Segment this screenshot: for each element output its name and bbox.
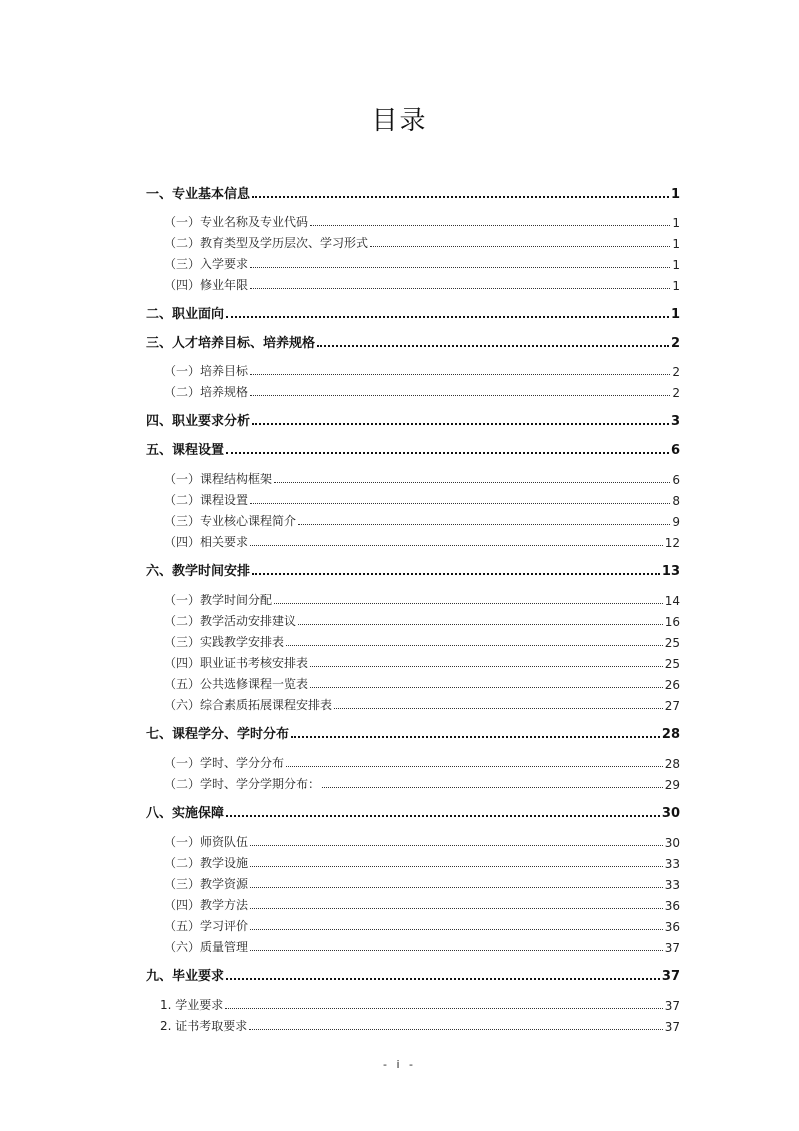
dot-leader bbox=[250, 288, 670, 289]
toc-subsection-entry[interactable] bbox=[0, 530, 799, 550]
toc-entry-page-number: 37 bbox=[664, 1020, 680, 1034]
toc-subsection-entry[interactable] bbox=[0, 210, 799, 230]
dot-leader bbox=[291, 736, 660, 738]
dot-leader bbox=[274, 482, 670, 483]
dot-leader bbox=[310, 666, 663, 667]
toc-subsection-entry[interactable] bbox=[0, 380, 799, 400]
toc-entry-label: （三）专业核心课程简介 bbox=[164, 514, 297, 528]
toc-entry-label: （二）学时、学分学期分布： bbox=[164, 777, 321, 791]
toc-entry-page-number: 12 bbox=[664, 536, 680, 550]
dot-leader bbox=[310, 687, 663, 688]
toc-entry-label: （四）职业证书考核安排表 bbox=[164, 656, 309, 670]
toc-entry-page-number: 36 bbox=[664, 920, 680, 934]
toc-entry-page-number: 37 bbox=[664, 941, 680, 955]
toc-entry-label: （一）专业名称及专业代码 bbox=[164, 215, 309, 229]
dot-leader bbox=[286, 766, 663, 767]
toc-subsection-entry[interactable] bbox=[0, 1014, 799, 1034]
toc-subsection-entry[interactable] bbox=[0, 231, 799, 251]
toc-section-entry[interactable] bbox=[0, 801, 799, 821]
dot-leader bbox=[250, 950, 663, 951]
toc-entry-label: （二）教育类型及学历层次、学习形式 bbox=[164, 236, 369, 250]
toc-entry-label: 一、专业基本信息 bbox=[146, 187, 251, 202]
toc-subsection-entry[interactable] bbox=[0, 993, 799, 1013]
dot-leader bbox=[322, 787, 663, 788]
toc-entry-page-number: 33 bbox=[664, 857, 680, 871]
toc-entry-page-number: 9 bbox=[672, 515, 680, 529]
toc-entry-page-number: 30 bbox=[661, 806, 680, 821]
toc-entry-page-number: 26 bbox=[664, 678, 680, 692]
toc-entry-page-number: 37 bbox=[661, 969, 680, 984]
toc-entry-page-number: 16 bbox=[664, 615, 680, 629]
toc-entry-page-number: 1 bbox=[672, 279, 680, 293]
dot-leader bbox=[370, 246, 670, 247]
toc-entry-label: （四）相关要求 bbox=[164, 535, 249, 549]
toc-subsection-entry[interactable] bbox=[0, 672, 799, 692]
toc-entry-label: 七、课程学分、学时分布 bbox=[146, 727, 290, 742]
toc-entry-page-number: 2 bbox=[670, 336, 680, 351]
toc-entry-page-number: 6 bbox=[670, 443, 680, 458]
toc-entry-label: 四、职业要求分析 bbox=[146, 414, 251, 429]
toc-entry-page-number: 27 bbox=[664, 699, 680, 713]
dot-leader bbox=[250, 374, 670, 375]
dot-leader bbox=[250, 866, 663, 867]
toc-entry-label: （三）教学资源 bbox=[164, 877, 249, 891]
toc-section-entry[interactable] bbox=[0, 964, 799, 984]
toc-entry-page-number: 29 bbox=[664, 778, 680, 792]
toc-entry-label: （二）教学设施 bbox=[164, 856, 249, 870]
toc-entry-page-number: 1 bbox=[672, 237, 680, 251]
toc-subsection-entry[interactable] bbox=[0, 488, 799, 508]
dot-leader bbox=[250, 887, 663, 888]
dot-leader bbox=[226, 978, 660, 980]
toc-subsection-entry[interactable] bbox=[0, 588, 799, 608]
toc-subsection-entry[interactable] bbox=[0, 273, 799, 293]
dot-leader bbox=[286, 645, 663, 646]
toc-subsection-entry[interactable] bbox=[0, 893, 799, 913]
toc-section-entry[interactable] bbox=[0, 722, 799, 742]
toc-entry-page-number: 2 bbox=[672, 365, 680, 379]
toc-entry-label: 三、人才培养目标、培养规格 bbox=[146, 336, 316, 351]
toc-entry-label: 二、职业面向 bbox=[146, 307, 225, 322]
toc-entry-page-number: 25 bbox=[664, 657, 680, 671]
dot-leader bbox=[250, 267, 670, 268]
toc-entry-page-number: 25 bbox=[664, 636, 680, 650]
toc-section-entry[interactable] bbox=[0, 182, 799, 202]
toc-entry-page-number: 28 bbox=[661, 727, 680, 742]
dot-leader bbox=[250, 908, 663, 909]
dot-leader bbox=[334, 708, 663, 709]
toc-subsection-entry[interactable] bbox=[0, 359, 799, 379]
toc-entry-page-number: 37 bbox=[664, 999, 680, 1013]
toc-subsection-entry[interactable] bbox=[0, 830, 799, 850]
toc-subsection-entry[interactable] bbox=[0, 651, 799, 671]
toc-subsection-entry[interactable] bbox=[0, 935, 799, 955]
toc-entry-page-number: 3 bbox=[670, 414, 680, 429]
toc-entry-label: （五）公共选修课程一览表 bbox=[164, 677, 309, 691]
toc-entry-label: 五、课程设置 bbox=[146, 443, 225, 458]
toc-entry-label: （三）入学要求 bbox=[164, 257, 249, 271]
toc-entry-label: （五）学习评价 bbox=[164, 919, 249, 933]
toc-entry-label: （一）师资队伍 bbox=[164, 835, 249, 849]
toc-entry-label: 六、教学时间安排 bbox=[146, 564, 251, 579]
dot-leader bbox=[274, 603, 663, 604]
toc-subsection-entry[interactable] bbox=[0, 851, 799, 871]
dot-leader bbox=[317, 345, 669, 347]
dot-leader bbox=[252, 573, 660, 575]
dot-leader bbox=[250, 395, 670, 396]
toc-entry-label: 九、毕业要求 bbox=[146, 969, 225, 984]
dot-leader bbox=[249, 1029, 662, 1030]
toc-entry-label: 2. 证书考取要求 bbox=[160, 1019, 248, 1033]
dot-leader bbox=[250, 845, 663, 846]
toc-entry-page-number: 1 bbox=[672, 258, 680, 272]
toc-entry-page-number: 1 bbox=[670, 307, 680, 322]
toc-entry-label: 1. 学业要求 bbox=[160, 998, 224, 1012]
page-number-footer: - i - bbox=[383, 1058, 416, 1071]
toc-subsection-entry[interactable] bbox=[0, 609, 799, 629]
toc-subsection-entry[interactable] bbox=[0, 630, 799, 650]
toc-subsection-entry[interactable] bbox=[0, 509, 799, 529]
toc-entry-label: （三）实践教学安排表 bbox=[164, 635, 285, 649]
dot-leader bbox=[252, 196, 669, 198]
toc-section-entry[interactable] bbox=[0, 331, 799, 351]
toc-entry-label: （二）培养规格 bbox=[164, 385, 249, 399]
toc-entry-page-number: 14 bbox=[664, 594, 680, 608]
toc-subsection-entry[interactable] bbox=[0, 751, 799, 771]
toc-entry-label: （一）培养目标 bbox=[164, 364, 249, 378]
toc-entry-label: （二）教学活动安排建议 bbox=[164, 614, 297, 628]
toc-entry-page-number: 1 bbox=[670, 187, 680, 202]
toc-entry-label: （四）教学方法 bbox=[164, 898, 249, 912]
page-title: 目录 bbox=[371, 106, 428, 136]
toc-section-entry[interactable] bbox=[0, 438, 799, 458]
toc-entry-label: （六）综合素质拓展课程安排表 bbox=[164, 698, 333, 712]
toc-entry-page-number: 30 bbox=[664, 836, 680, 850]
toc-subsection-entry[interactable] bbox=[0, 914, 799, 934]
toc-entry-page-number: 28 bbox=[664, 757, 680, 771]
toc-entry-page-number: 1 bbox=[672, 216, 680, 230]
toc-entry-page-number: 36 bbox=[664, 899, 680, 913]
dot-leader bbox=[310, 225, 670, 226]
toc-entry-page-number: 2 bbox=[672, 386, 680, 400]
dot-leader bbox=[250, 929, 663, 930]
dot-leader bbox=[226, 316, 669, 318]
dot-leader bbox=[225, 1008, 662, 1009]
toc-entry-label: （二）课程设置 bbox=[164, 493, 249, 507]
toc-entry-label: 八、实施保障 bbox=[146, 806, 225, 821]
toc-entry-page-number: 33 bbox=[664, 878, 680, 892]
dot-leader bbox=[226, 452, 669, 454]
toc-entry-label: （一）学时、学分分布 bbox=[164, 756, 285, 770]
dot-leader bbox=[226, 815, 660, 817]
toc-entry-page-number: 13 bbox=[661, 564, 680, 579]
toc-section-entry[interactable] bbox=[0, 559, 799, 579]
toc-entry-label: （一）课程结构框架 bbox=[164, 472, 273, 486]
toc-entry-page-number: 8 bbox=[672, 494, 680, 508]
dot-leader bbox=[250, 545, 663, 546]
toc-section-entry[interactable] bbox=[0, 409, 799, 429]
toc-section-entry[interactable] bbox=[0, 302, 799, 322]
toc-entry-label: （六）质量管理 bbox=[164, 940, 249, 954]
dot-leader bbox=[250, 503, 670, 504]
toc-subsection-entry[interactable] bbox=[0, 872, 799, 892]
toc-subsection-entry[interactable] bbox=[0, 772, 799, 792]
toc-entry-label: （一）教学时间分配 bbox=[164, 593, 273, 607]
toc-subsection-entry[interactable] bbox=[0, 693, 799, 713]
toc-entry-label: （四）修业年限 bbox=[164, 278, 249, 292]
toc-entry-page-number: 6 bbox=[672, 473, 680, 487]
toc-subsection-entry[interactable] bbox=[0, 252, 799, 272]
dot-leader bbox=[252, 423, 669, 425]
dot-leader bbox=[298, 524, 670, 525]
dot-leader bbox=[298, 624, 663, 625]
toc-subsection-entry[interactable] bbox=[0, 467, 799, 487]
